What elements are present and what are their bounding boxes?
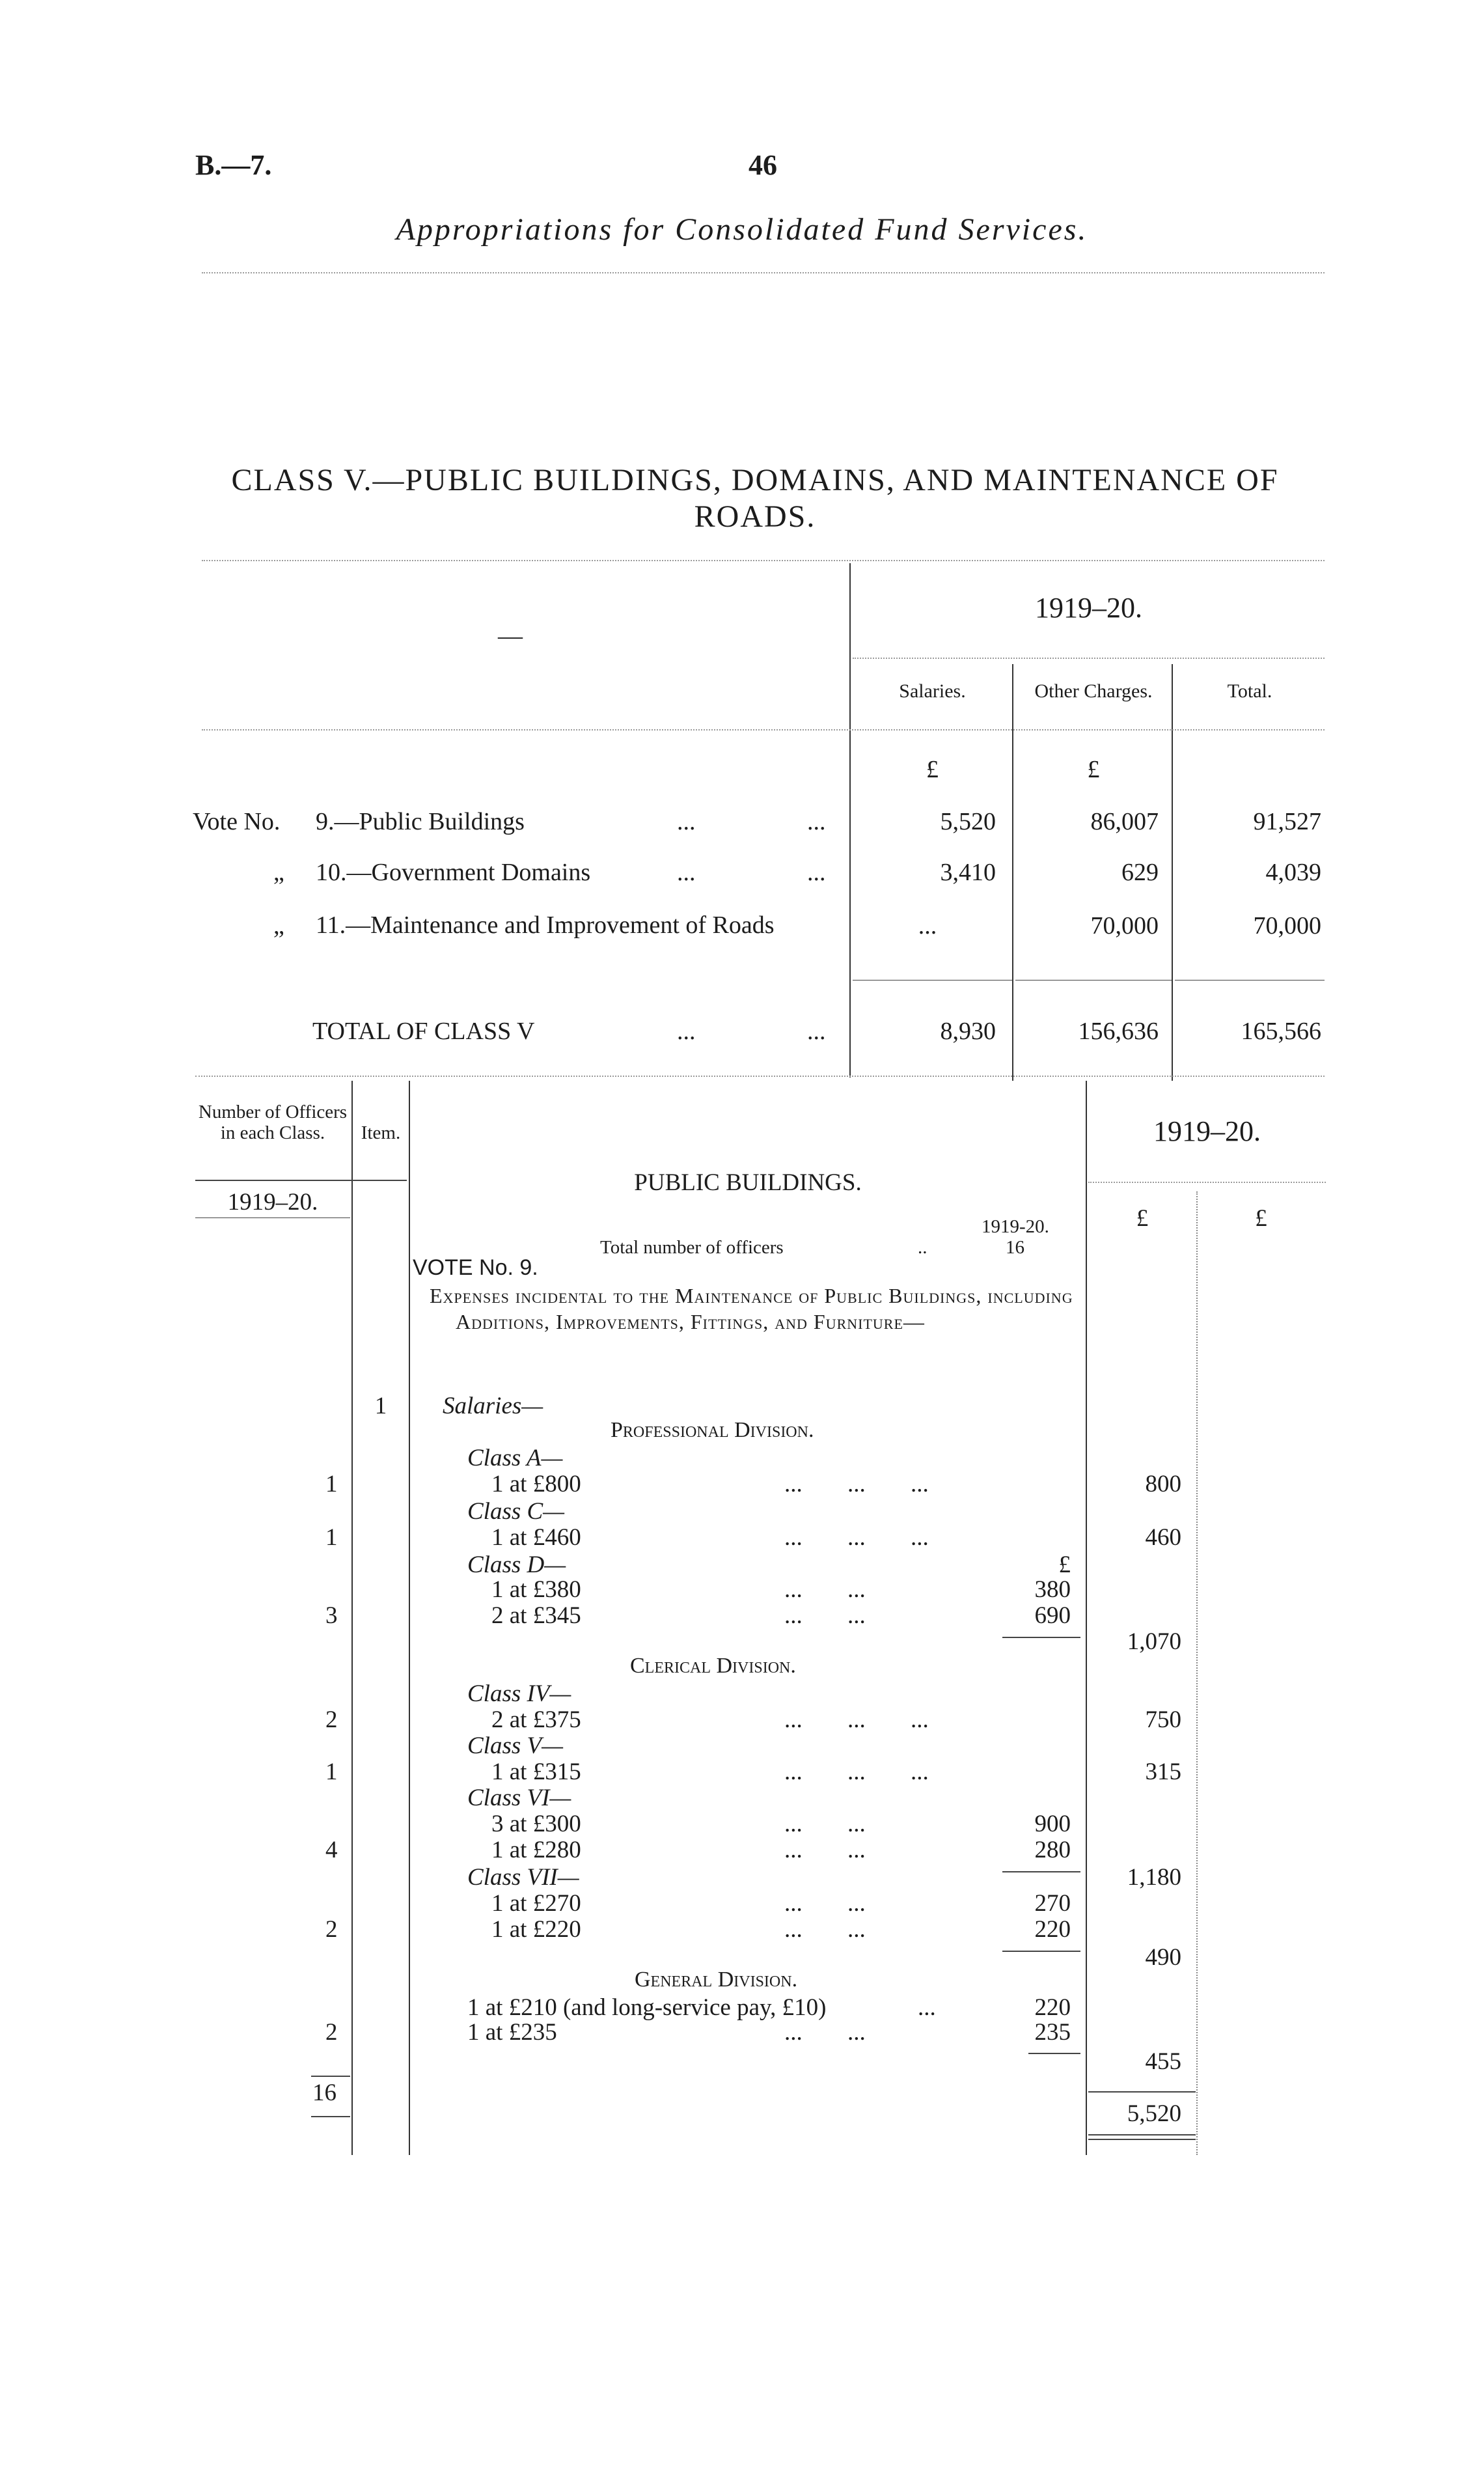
officer-count: 4: [325, 1837, 338, 1863]
subtotal: 1,070: [1127, 1628, 1181, 1655]
page-subtitle: Appropriations for Consolidated Fund Services.: [396, 212, 1088, 247]
expenses-description: Expenses incidental to the Maintenance of Public Buildings, including Additions, Improvements, Fittings, and Furniture—: [430, 1284, 1073, 1333]
class-title: CLASS V.—PUBLIC BUILDINGS, DOMAINS, AND MAINTENANCE OF ROADS.: [231, 463, 1279, 534]
pound-col-2: £: [1255, 1205, 1267, 1232]
officer-count: 2: [325, 1706, 338, 1733]
header-rule: [202, 272, 1325, 273]
item-number: 1: [374, 1393, 387, 1419]
vote-number: VOTE No. 9.: [413, 1255, 538, 1280]
officer-count: 1: [325, 1471, 338, 1497]
unit-other: £: [1087, 756, 1100, 783]
clerical-division: Clerical Division.: [630, 1654, 796, 1678]
officer-count: 3: [325, 1602, 338, 1629]
officer-count: 2: [325, 2019, 338, 2046]
page-number: 46: [749, 149, 777, 181]
col-officers: Number of Officers in each Class.: [198, 1102, 348, 1143]
summary-dash: —: [498, 622, 523, 650]
subtotal: 455: [1145, 2048, 1181, 2075]
col-other-charges: Other Charges.: [1034, 680, 1153, 702]
general-division: General Division.: [635, 1968, 798, 1992]
unit-salaries: £: [926, 756, 939, 783]
total-officers-label: Total number of officers: [600, 1237, 784, 1258]
subtotal: 490: [1145, 1944, 1181, 1971]
subtotal: 1,180: [1127, 1864, 1181, 1891]
total-officers-value: 16: [1006, 1237, 1024, 1258]
page-code: B.—7.: [195, 149, 272, 181]
professional-division: Professional Division.: [611, 1418, 814, 1442]
col-total: Total.: [1227, 680, 1272, 702]
officer-count: 2: [325, 1916, 338, 1943]
col-salaries: Salaries.: [899, 680, 966, 702]
total-salaries: 5,520: [1127, 2100, 1181, 2127]
salaries-label: Salaries—: [443, 1393, 543, 1419]
col-officers-year: 1919–20.: [227, 1189, 318, 1216]
col-item: Item.: [361, 1122, 401, 1143]
officers-year: 1919-20.: [982, 1216, 1049, 1237]
section-title: PUBLIC BUILDINGS.: [634, 1169, 862, 1196]
officer-count: 1: [325, 1759, 338, 1785]
officer-count: 1: [325, 1524, 338, 1551]
total-officers-sum: 16: [312, 2080, 337, 2106]
pound-col-1: £: [1136, 1205, 1149, 1232]
summary-year: 1919–20.: [1035, 592, 1142, 624]
detail-year: 1919–20.: [1153, 1115, 1261, 1147]
